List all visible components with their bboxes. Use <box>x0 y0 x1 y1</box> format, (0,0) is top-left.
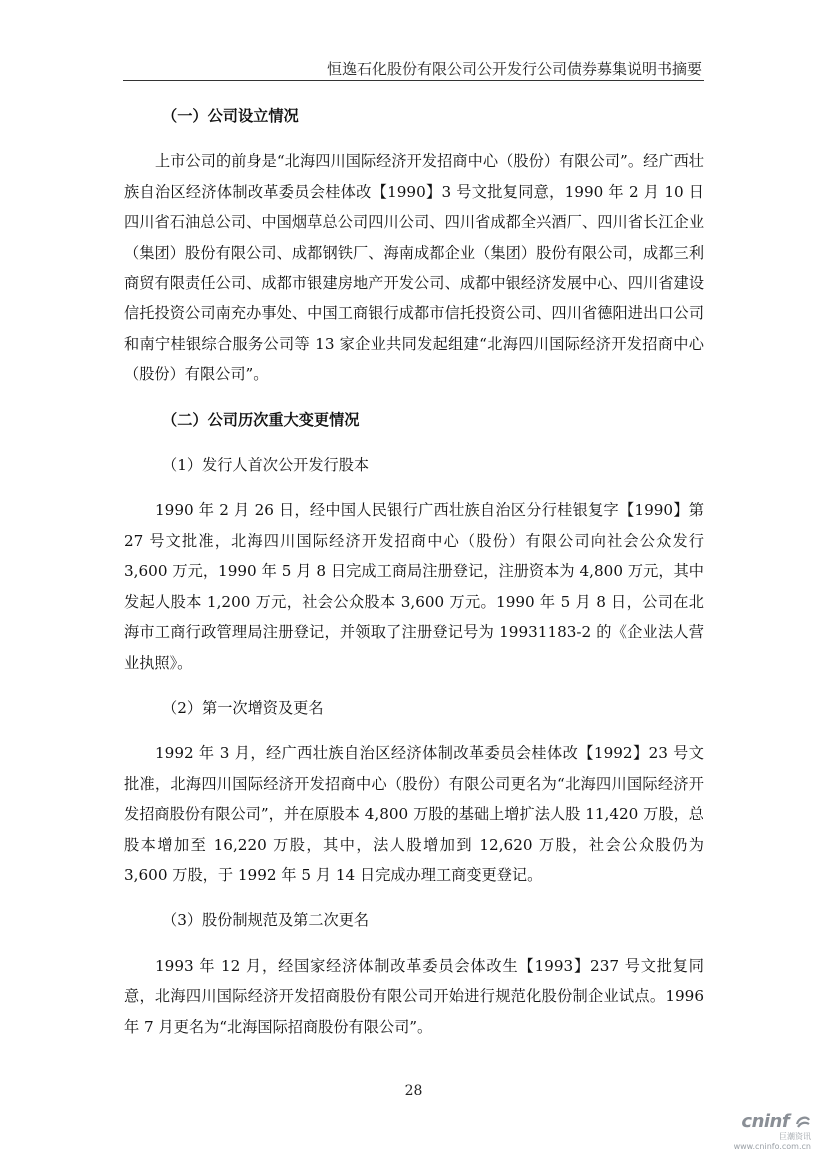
ipo-paragraph: 1990 年 2 月 26 日，经中国人民银行广西壮族自治区分行桂银复字【1990】第 27 号文批准，北海四川国际经济开发招商中心（股份）有限公司向社会公众发行 3,600 万元，1990 年 5 月 8 日完成工商局注册登记，注册资本为 4,800 万元，其中发起人股本 1,200 万元，社会公众股本 3,600 万元。1990 年 5 月 8 日，公司在北海市工商行政管理局注册登记，并领取了注册登记号为 19931183-2 的《企业法人营业执照》。 <box>124 501 704 672</box>
header-divider <box>123 80 704 81</box>
subsection-heading-share-reform: （3）股份制规范及第二次更名 <box>162 911 370 930</box>
document-body <box>124 101 704 1057</box>
page-number: 28 <box>404 1083 423 1099</box>
establishment-paragraph: 上市公司的前身是“北海四川国际经济开发招商中心（股份）有限公司”。经广西壮族自治区经济体制改革委员会桂体改【1990】3 号文批复同意，1990 年 2 月 10 日四川省石油总公司、中国烟草总公司四川公司、四川省成都全兴酒厂、四川省长江企业（集团）股份有限公司、成都钢铁厂、海南成都企业（集团）股份有限公司，成都三利商贸有限责任公司、成都市银建房地产开发公司、成都中银经济发展中心、四川省建设信托投资公司南充办事处、中国工商银行成都市信托投资公司、四川省德阳进出口公司和南宁桂银综合服务公司等 13 家企业共同发起组建“北海四川国际经济开发招商中心（股份）有限公司”。 <box>124 152 704 384</box>
cninfo-swirl-icon <box>795 1115 811 1129</box>
watermark-cn-name: 巨潮资讯 <box>779 1132 811 1141</box>
cninfo-watermark <box>731 1111 811 1157</box>
subsection-heading-first-capital-increase: （2）第一次增资及更名 <box>162 698 324 717</box>
first-capital-increase-paragraph: 1992 年 3 月，经广西壮族自治区经济体制改革委员会桂体改【1992】23 号文批准，北海四川国际经济开发招商中心（股份）有限公司更名为“北海四川国际经济开发招商股份有限公司”，并在原股本 4,800 万股的基础上增扩法人股 11,420 万股，总股本增加至 16,220 万股，其中，法人股增加到 12,620 万股，社会公众股仍为 3,600 万股，于 1992 年 5 月 14 日完成办理工商变更登记。 <box>124 744 704 884</box>
section-title-establishment: （一）公司设立情况 <box>162 107 299 125</box>
subsection-heading-ipo: （1）发行人首次公开发行股本 <box>162 456 370 475</box>
watermark-logo <box>731 1111 811 1132</box>
document-header: 恒逸石化股份有限公司公开发行公司债券募集说明书摘要 <box>326 60 702 78</box>
watermark-logo-text: cninf <box>741 1111 790 1132</box>
watermark-url: www.cninfo.com.cn <box>733 1142 811 1151</box>
share-reform-paragraph: 1993 年 12 月，经国家经济体制改革委员会体改生【1993】237 号文批复同意，北海四川国际经济开发招商股份有限公司开始进行规范化股份制企业试点。1996 年 7 月更名为“北海国际招商股份有限公司”。 <box>124 956 704 1036</box>
section-title-major-changes: （二）公司历次重大变更情况 <box>162 410 360 429</box>
